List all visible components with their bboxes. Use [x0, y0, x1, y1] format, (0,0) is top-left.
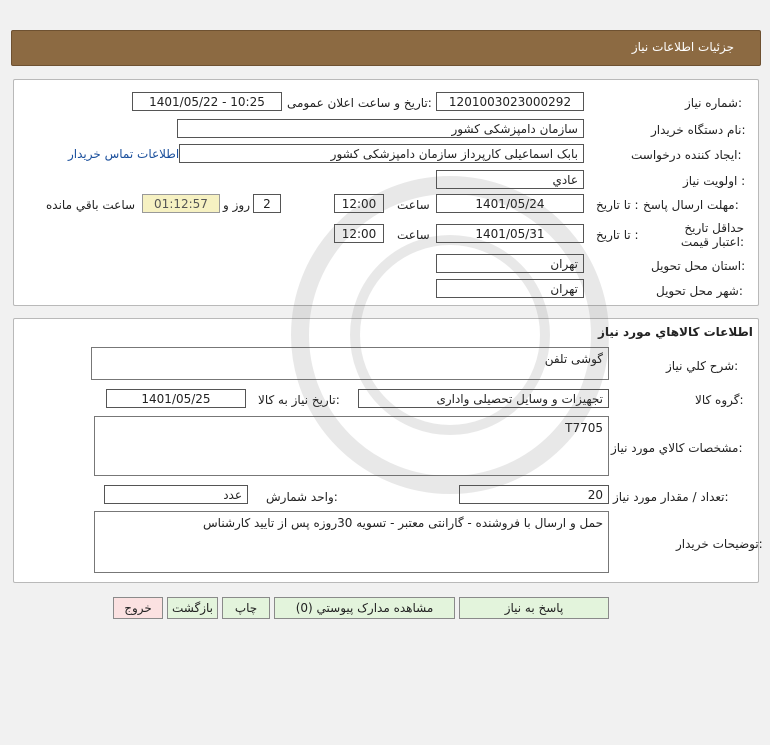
- province-label: استان محل تحویل:: [651, 259, 746, 273]
- need-number-field: 1201003023000292: [436, 92, 584, 111]
- announce-datetime-field: 1401/05/22 - 10:25: [132, 92, 282, 111]
- specs-label: مشخصات کالاي مورد نیاز:: [611, 441, 743, 455]
- need-number-label: شماره نیاز:: [685, 96, 743, 110]
- goods-section-title: اطلاعات کالاهاي مورد نیاز: [598, 325, 753, 339]
- deadline-time-field: 12:00: [334, 194, 384, 213]
- province-field: تهران: [436, 254, 584, 273]
- validity-time-label: ساعت: [397, 228, 430, 242]
- page-title: جزئیات اطلاعات نیاز: [631, 40, 734, 54]
- validity-label: حداقل تاریخ اعتبار قیمت:: [680, 221, 744, 249]
- qty-label: تعداد / مقدار مورد نیاز:: [613, 490, 729, 504]
- deadline-date-field: 1401/05/24: [436, 194, 584, 213]
- buyer-notes-label: توضیحات خریدار:: [676, 537, 763, 551]
- qty-field: 20: [459, 485, 609, 504]
- announce-datetime-label: تاریخ و ساعت اعلان عمومی:: [287, 96, 432, 110]
- need-info-panel: [13, 79, 759, 306]
- deadline-time-label: ساعت: [397, 198, 430, 212]
- deadline-until-label: تا تاریخ :: [596, 198, 639, 212]
- validity-until-label: تا تاریخ :: [596, 228, 639, 242]
- buyer-org-field: سازمان دامپزشکی کشور: [177, 119, 584, 138]
- attachments-button[interactable]: مشاهده مدارک پیوستي (0): [274, 597, 455, 619]
- remaining-time-field: 01:12:57: [142, 194, 220, 213]
- buyer-contact-link[interactable]: اطلاعات تماس خریدار: [68, 147, 180, 161]
- remaining-days-label: روز و: [223, 198, 250, 212]
- priority-label: اولویت نیاز :: [683, 174, 746, 188]
- remaining-time-label: ساعت باقي مانده: [46, 198, 136, 212]
- specs-field: T7705: [94, 416, 609, 476]
- print-button[interactable]: چاپ: [222, 597, 270, 619]
- unit-label: واحد شمارش:: [266, 490, 338, 504]
- goods-group-label: گروه کالا:: [695, 393, 744, 407]
- general-desc-label: شرح کلي نیاز:: [666, 359, 739, 373]
- page-header: [11, 30, 761, 66]
- reply-button[interactable]: پاسخ به نیاز: [459, 597, 609, 619]
- deadline-label: مهلت ارسال پاسخ:: [643, 198, 739, 212]
- buyer-org-label: نام دستگاه خریدار:: [651, 123, 746, 137]
- unit-field: عدد: [104, 485, 248, 504]
- priority-field: عادي: [436, 170, 584, 189]
- general-desc-field: گوشی تلفن: [91, 347, 609, 380]
- buyer-notes-field: حمل و ارسال با فروشنده - گارانتی معتبر - تسویه 30روزه پس از تایید کارشناس: [94, 511, 609, 573]
- validity-time-field: 12:00: [334, 224, 384, 243]
- city-field: تهران: [436, 279, 584, 298]
- exit-button[interactable]: خروج: [113, 597, 163, 619]
- back-button[interactable]: بازگشت: [167, 597, 218, 619]
- remaining-days-field: 2: [253, 194, 281, 213]
- need-date-field: 1401/05/25: [106, 389, 246, 408]
- requester-label: ایجاد کننده درخواست:: [631, 148, 742, 162]
- validity-date-field: 1401/05/31: [436, 224, 584, 243]
- need-date-label: تاریخ نیاز به کالا:: [258, 393, 340, 407]
- city-label: شهر محل تحویل:: [656, 284, 743, 298]
- goods-group-field: تجهیزات و وسایل تحصیلی واداری: [358, 389, 609, 408]
- requester-field: بابک اسماعیلی کارپرداز سازمان دامپزشکی کشور: [179, 144, 584, 163]
